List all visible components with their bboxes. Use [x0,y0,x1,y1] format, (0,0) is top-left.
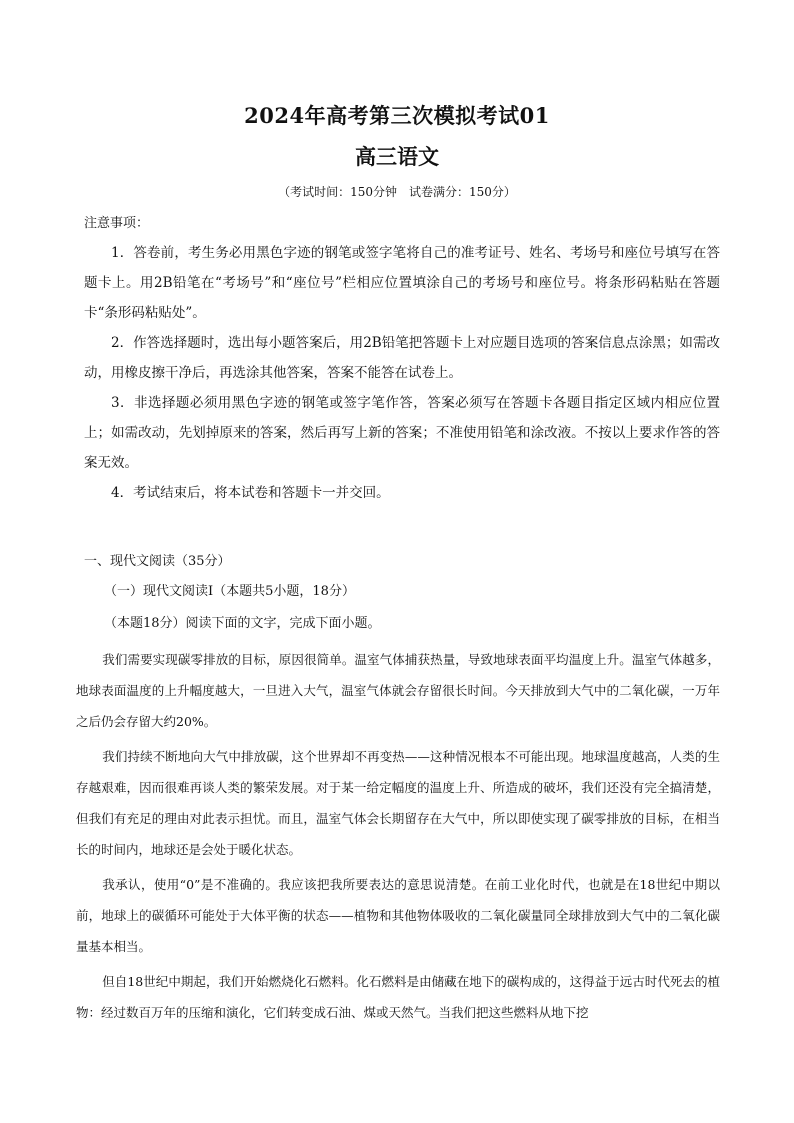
exam-subject: 高三语文 [355,144,439,169]
sub-section-heading: （一）现代文阅读Ⅰ（本题共5小题，18分） [104,584,355,599]
notice-heading: 注意事项： [84,216,150,231]
exam-title: 2024年高考第三次模拟考试01 [244,103,550,128]
passage-paragraph: 我承认，使用“0”是不准确的。我应该把我所要表达的意思说清楚。在前工业化时代，也就是在18世纪中期以前，地球上的碳循环可能处于大体平衡的状态——植物和其他物体吸收的二氧化碳量同全球排放到大气中的二氧化碳量基本相当。 [76,877,720,954]
section-heading: 一、现代文阅读（35分） [84,554,231,569]
notice-item: 1．答卷前，考生务必用黑色字迹的钢笔或签字笔将自己的准考证号、姓名、考场号和座位号填写在答题卡上。用2B铅笔在“考场号”和“座位号”栏相应位置填涂自己的考场号和座位号。将条形码粘贴在答题卡“条形码粘贴处”。 [84,245,720,321]
notice-item: 3．非选择题必须用黑色字迹的钢笔或签字笔作答，答案必须写在答题卡各题目指定区域内相应位置上；如需改动，先划掉原来的答案，然后再写上新的答案；不准使用铅笔和涂改液。不按以上要求作答的答案无效。 [84,395,720,471]
exam-time-info: （考试时间：150分钟 试卷满分：150分） [278,185,516,199]
reading-passage [76,644,720,1032]
notice-list [84,238,720,508]
question-instruction: （本题18分）阅读下面的文字，完成下面小题。 [104,616,381,631]
notice-item: 4．考试结束后，将本试卷和答题卡一并交回。 [111,485,390,501]
notice-item: 2．作答选择题时，选出每小题答案后，用2B铅笔把答题卡上对应题目选项的答案信息点涂黑；如需改动，用橡皮擦干净后，再选涂其他答案，答案不能答在试卷上。 [84,335,720,381]
passage-paragraph: 我们持续不断地向大气中排放碳，这个世界却不再变热——这种情况根本不可能出现。地球温度越高，人类的生存越艰难，因而很难再谈人类的繁荣发展。对于某一给定幅度的温度上升、所造成的破坏，我们还没有完全搞清楚，但我们有充足的理由对此表示担忧。而且，温室气体会长期留存在大气中，所以即使实现了碳零排放的目标，在相当长的时间内，地球还是会处于暖化状态。 [76,749,720,857]
passage-paragraph: 但自18世纪中期起，我们开始燃烧化石燃料。化石燃料是由储藏在地下的碳构成的，这得益于远古时代死去的植物：经过数百万年的压缩和演化，它们转变成石油、煤或天然气。当我们把这些燃料从地下挖 [76,974,720,1020]
passage-paragraph: 我们需要实现碳零排放的目标，原因很简单。温室气体捕获热量，导致地球表面平均温度上升。温室气体越多，地球表面温度的上升幅度越大，一旦进入大气，温室气体就会存留很长时间。今天排放到大气中的二氧化碳，一万年之后仍会存留大约20%。 [76,652,720,729]
